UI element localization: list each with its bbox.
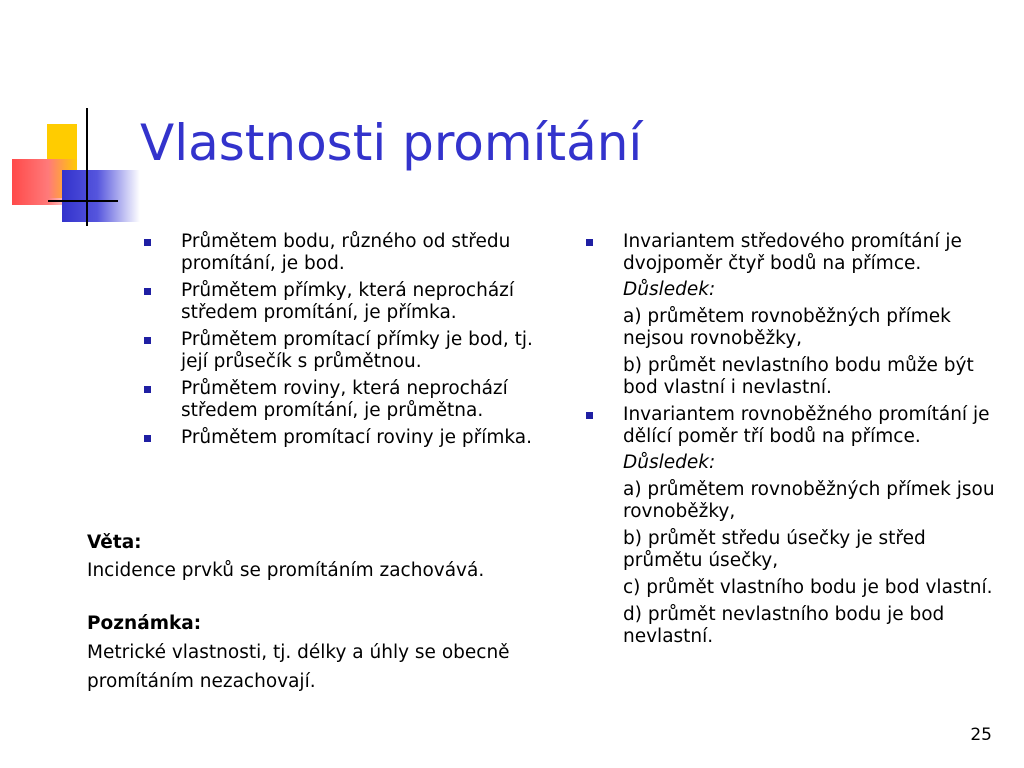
- bullet-text: Průmětem roviny, která neprochází středem promítání, je průmětna.: [181, 378, 508, 421]
- theorem-text: Incidence prvků se promítáním zachovává.: [87, 560, 485, 581]
- remark-text-line-2: promítáním nezachovají.: [87, 671, 316, 692]
- right-bullet-list: [586, 404, 1011, 448]
- list-item: [144, 231, 554, 275]
- logo-vertical-line: [86, 108, 88, 226]
- remark-text-line-1: Metrické vlastnosti, tj. délky a úhly se obecně: [87, 642, 510, 663]
- decorative-logo: [0, 0, 140, 230]
- consequence-item: a) průmětem rovnoběžných přímek jsou rovnoběžky,: [623, 479, 995, 522]
- consequence-item: c) průmět vlastního bodu je bod vlastní.: [623, 577, 993, 598]
- list-item: [144, 280, 554, 324]
- theorem-block: [87, 531, 484, 583]
- list-item: [144, 329, 554, 373]
- remark-block: [87, 612, 510, 696]
- list-item: [144, 378, 554, 422]
- bullet-icon: [586, 239, 593, 246]
- logo-blue-square: [62, 170, 140, 222]
- bullet-icon: [144, 337, 151, 344]
- remark-text: [87, 638, 510, 696]
- slide-title: Vlastnosti promítání: [140, 114, 643, 172]
- bullet-icon: [144, 288, 151, 295]
- bullet-text: Průmětem bodu, různého od středu promítání, je bod.: [181, 231, 511, 274]
- bullet-text: Průmětem promítací roviny je přímka.: [181, 427, 532, 448]
- consequence-item: a) průmětem rovnoběžných přímek nejsou rovnoběžky,: [623, 306, 951, 349]
- consequence-label: Důsledek:: [623, 279, 716, 300]
- left-bullet-list: [144, 231, 554, 449]
- bullet-text: Průmětem přímky, která neprochází středem promítání, je přímka.: [181, 280, 514, 323]
- left-column: [144, 231, 554, 454]
- list-item: [586, 404, 1011, 448]
- consequence-item: b) průmět nevlastního bodu může být bod vlastní i nevlastní.: [623, 355, 974, 398]
- remark-heading: Poznámka:: [87, 613, 202, 634]
- list-item: [586, 231, 1011, 275]
- page-number: 25: [970, 725, 992, 745]
- consequence-item: b) průmět středu úsečky je střed průmětu úsečky,: [623, 528, 926, 571]
- list-item: [144, 427, 554, 449]
- consequence-label: Důsledek:: [623, 452, 716, 473]
- right-column: [586, 231, 1011, 653]
- right-bullet-list: [586, 231, 1011, 275]
- bullet-text: Invariantem středového promítání je dvojpoměr čtyř bodů na přímce.: [623, 231, 962, 274]
- bullet-text: Invariantem rovnoběžného promítání je dělící poměr tří bodů na přímce.: [623, 404, 990, 447]
- bullet-text: Průmětem promítací přímky je bod, tj. její průsečík s průmětnou.: [181, 329, 533, 372]
- bullet-icon: [144, 239, 151, 246]
- bullet-icon: [144, 435, 151, 442]
- bullet-icon: [586, 412, 593, 419]
- logo-horizontal-line: [48, 200, 118, 202]
- bullet-icon: [144, 386, 151, 393]
- consequence-item: d) průmět nevlastního bodu je bod nevlastní.: [623, 604, 945, 647]
- theorem-heading: Věta:: [87, 532, 142, 553]
